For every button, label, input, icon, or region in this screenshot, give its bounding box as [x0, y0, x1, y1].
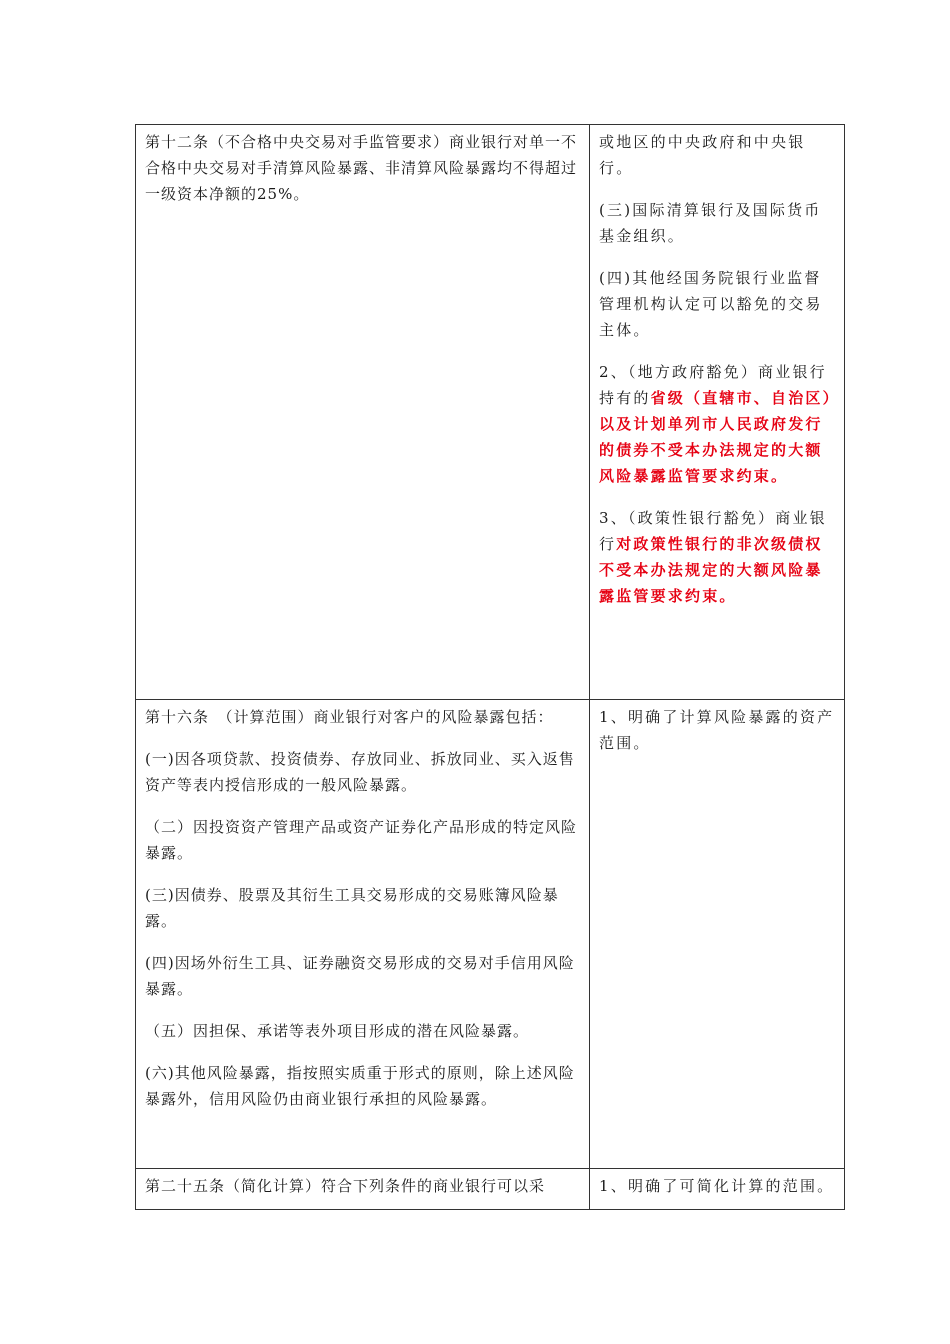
regulation-comparison-table	[135, 124, 845, 1210]
article-item: （五）因担保、承诺等表外项目形成的潜在风险暴露。	[145, 1022, 530, 1040]
highlighted-text: 对政策性银行的非次级债权不受本办法规定的大额风险暴露监管要求约束。	[599, 535, 823, 605]
article-item: (四)因场外衍生工具、证券融资交易形成的交易对手信用风险暴露。	[145, 954, 575, 998]
note-text: 1、明确了可简化计算的范围。	[599, 1177, 835, 1195]
table-row	[136, 125, 845, 700]
article-cell	[136, 700, 590, 1169]
article-text: 第二十五条（简化计算）符合下列条件的商业银行可以采	[145, 1177, 546, 1195]
note-text	[599, 505, 838, 609]
article-item: (一)因各项贷款、投资债券、存放同业、拆放同业、买入返售资产等表内授信形成的一般风险暴露。	[145, 750, 575, 794]
article-item: (六)其他风险暴露，指按照实质重于形式的原则，除上述风险暴露外，信用风险仍由商业银行承担的风险暴露。	[145, 1064, 575, 1108]
article-cell	[136, 125, 590, 700]
note-plain-text: 2、（地方政府豁免）商业银行持有的	[599, 363, 827, 407]
article-item: (三)因债券、股票及其衍生工具交易形成的交易账簿风险暴露。	[145, 886, 559, 930]
note-text: (四)其他经国务院银行业监督管理机构认定可以豁免的交易主体。	[599, 269, 823, 339]
note-text: (三)国际清算银行及国际货币基金组织。	[599, 201, 822, 245]
article-text: 第十二条（不合格中央交易对手监管要求）商业银行对单一不合格中央交易对手清算风险暴露、非清算风险暴露均不得超过一级资本净额的25%。	[145, 133, 578, 203]
note-text: 1、明确了计算风险暴露的资产范围。	[599, 708, 835, 752]
note-text	[599, 359, 838, 489]
table-row	[136, 700, 845, 1169]
note-cell	[590, 1169, 845, 1210]
note-text: 或地区的中央政府和中央银行。	[599, 133, 806, 177]
article-item: （二）因投资资产管理产品或资产证券化产品形成的特定风险暴露。	[145, 818, 578, 862]
article-text: 第十六条 （计算范围）商业银行对客户的风险暴露包括：	[145, 708, 554, 726]
table-row	[136, 1169, 845, 1210]
article-cell	[136, 1169, 590, 1210]
note-cell	[590, 125, 845, 700]
note-cell	[590, 700, 845, 1169]
highlighted-text: 省级（直辖市、自治区）以及计划单列市人民政府发行的债券不受本办法规定的大额风险暴露监管要求约束。	[599, 389, 833, 485]
note-plain-text: 3、（政策性银行豁免）商业银行	[599, 509, 827, 553]
